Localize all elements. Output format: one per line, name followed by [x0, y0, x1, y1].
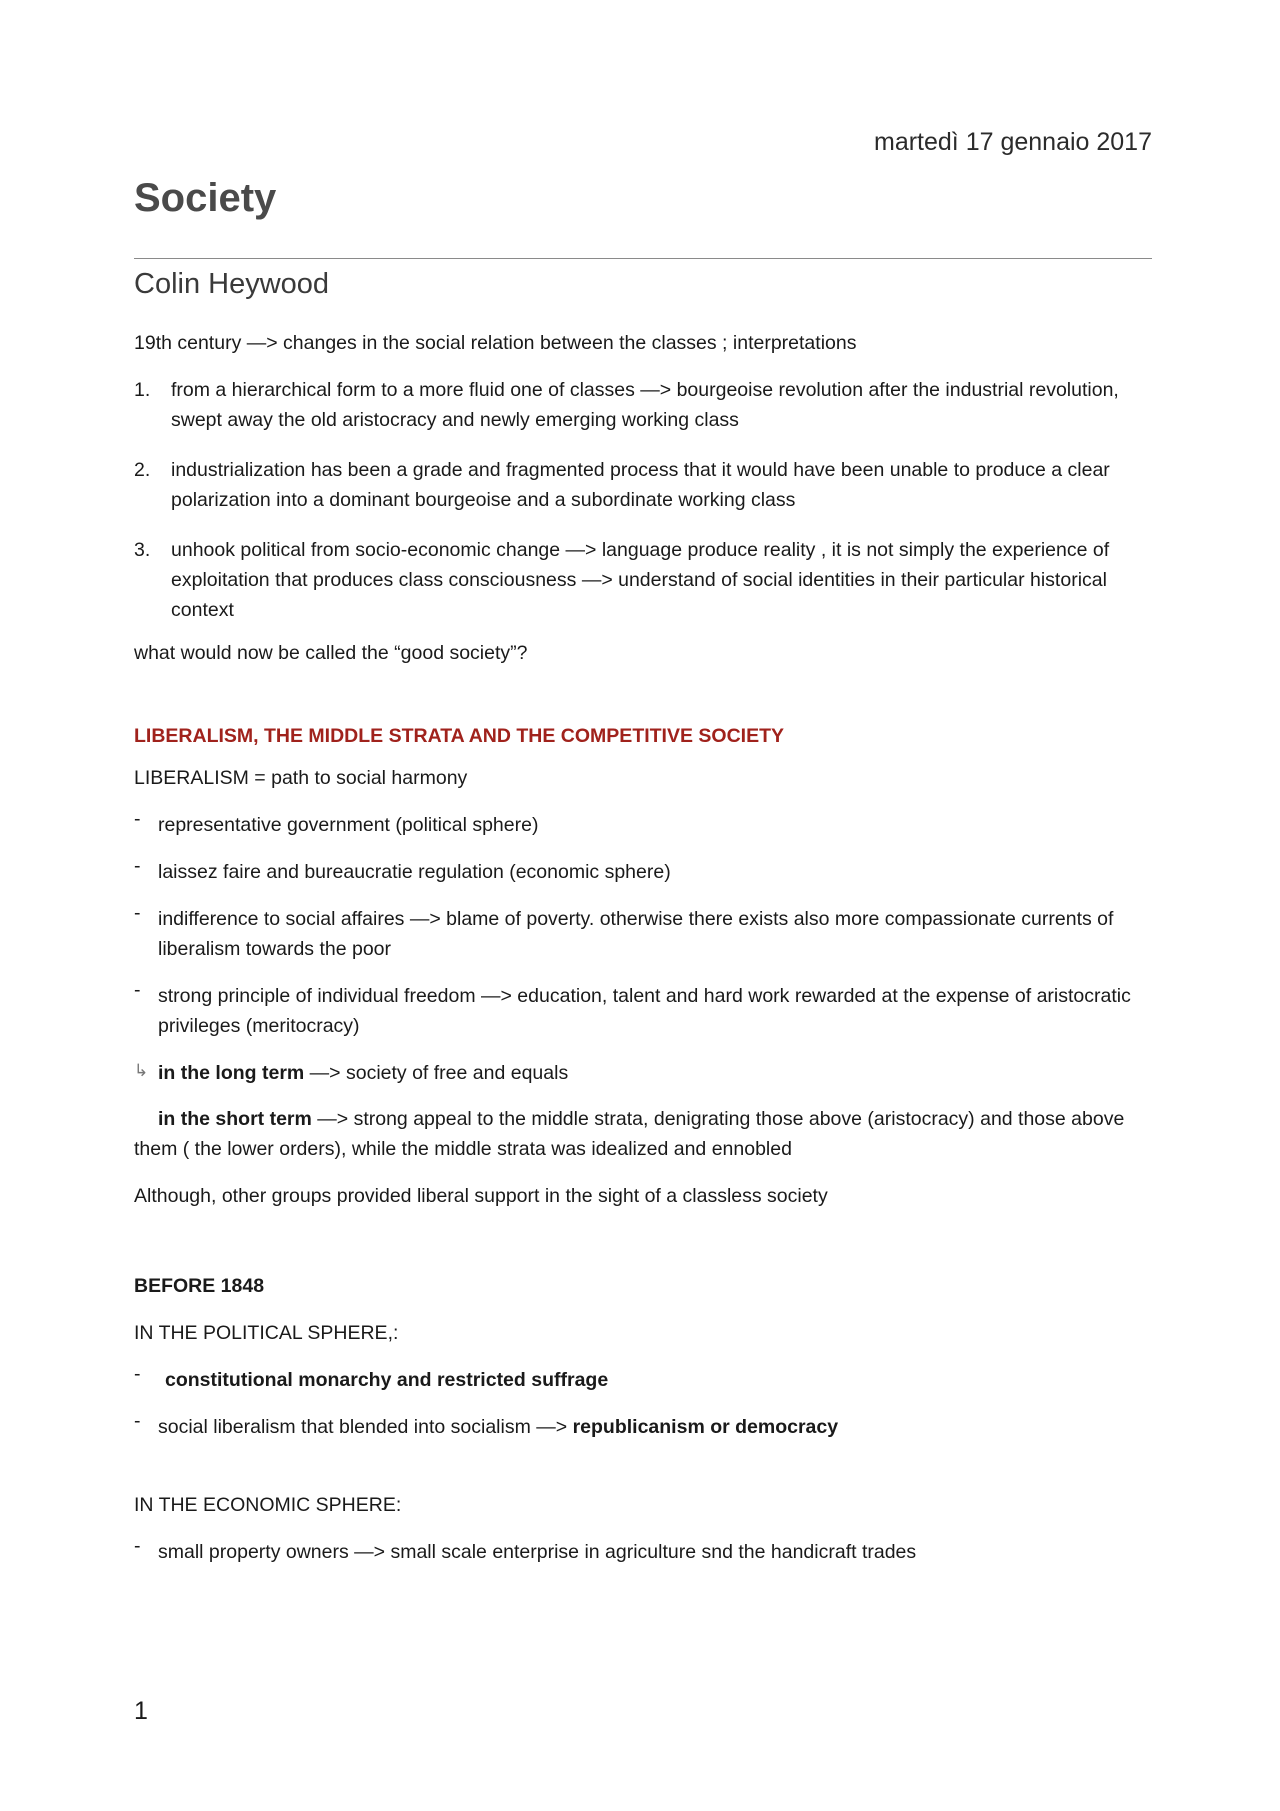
section-heading-before-1848: BEFORE 1848: [134, 1275, 265, 1297]
title-divider: [134, 258, 1152, 259]
list-item-text: laissez faire and bureaucratie regulation (economic sphere): [158, 861, 671, 883]
dash-bullet: -: [134, 1410, 141, 1432]
long-term-text: —> society of free and equals: [304, 1062, 569, 1084]
long-term-line: [134, 1058, 1152, 1088]
list-item: [134, 455, 1152, 515]
list-item: [134, 1365, 1152, 1395]
page-title: Society: [134, 176, 277, 220]
list-item-bold-text: republicanism or democracy: [572, 1416, 839, 1438]
list-item-text: industrialization has been a grade and fragmented process that it would have been unable to produce a clear polarization into a dominant bourgeoise and a subordinate working class: [171, 459, 1110, 511]
list-item: [134, 810, 1152, 840]
good-society-question: what would now be called the “good society”?: [134, 642, 528, 664]
list-item: [134, 535, 1152, 625]
list-item-text: from a hierarchical form to a more fluid one of classes —> bourgeoise revolution after the industrial revolution, swept away the old aristocracy and newly emerging working class: [171, 379, 1119, 431]
list-item-text: constitutional monarchy and restricted suffrage: [165, 1369, 609, 1391]
list-item: [134, 1537, 1152, 1567]
list-item: [134, 1412, 1152, 1442]
long-term-label: in the long term: [158, 1062, 305, 1084]
economic-bullets: [134, 1537, 1152, 1567]
liberalism-definition: LIBERALISM = path to social harmony: [134, 767, 468, 789]
page-number: 1: [134, 1697, 148, 1725]
although-paragraph: Although, other groups provided liberal support in the sight of a classless society: [134, 1185, 828, 1207]
note-date: martedì 17 gennaio 2017: [874, 128, 1152, 156]
dash-bullet: -: [134, 1363, 141, 1385]
dash-bullet: -: [134, 855, 141, 877]
list-number: 3.: [134, 539, 151, 561]
dash-bullet: -: [134, 902, 141, 924]
list-number: 1.: [134, 379, 151, 401]
list-item-text: unhook political from socio-economic change —> language produce reality , it is not simply the experience of exploitation that produces class consciousness —> understand of social identities in their particular historical context: [171, 539, 1110, 621]
political-sphere-label: IN THE POLITICAL SPHERE,:: [134, 1322, 399, 1344]
note-body: [134, 328, 1152, 1584]
short-term-text: —> strong appeal to the middle strata, denigrating those above (aristocracy) and those above them ( the lower orders), while the middle strata was idealized and ennobled: [134, 1108, 1125, 1160]
interpretations-list: [134, 375, 1152, 625]
dash-bullet: -: [134, 1535, 141, 1557]
list-item-text: indifference to social affaires —> blame of poverty. otherwise there exists also more compassionate currents of liberalism towards the poor: [158, 908, 1114, 960]
dash-bullet: -: [134, 808, 141, 830]
dash-bullet: -: [134, 979, 141, 1001]
short-term-paragraph: [134, 1104, 1152, 1164]
list-item: [134, 981, 1152, 1041]
list-item-text: representative government (political sphere): [158, 814, 539, 836]
section-heading-liberalism: LIBERALISM, THE MIDDLE STRATA AND THE COMPETITIVE SOCIETY: [134, 725, 785, 747]
economic-sphere-label: IN THE ECONOMIC SPHERE:: [134, 1494, 402, 1516]
list-item: [134, 857, 1152, 887]
list-item: [134, 904, 1152, 964]
author-heading: Colin Heywood: [134, 268, 330, 300]
short-term-label: in the short term: [158, 1108, 312, 1130]
list-item-text: social liberalism that blended into socialism —>: [158, 1416, 573, 1438]
political-bullets: [134, 1365, 1152, 1442]
intro-paragraph: 19th century —> changes in the social relation between the classes ; interpretations: [134, 332, 857, 354]
liberalism-bullets: [134, 810, 1152, 1041]
return-arrow-icon: ↳: [134, 1061, 149, 1080]
list-item-text: small property owners —> small scale enterprise in agriculture snd the handicraft trades: [158, 1541, 917, 1563]
list-number: 2.: [134, 459, 151, 481]
list-item: [134, 375, 1152, 435]
list-item-text: strong principle of individual freedom —> education, talent and hard work rewarded at the expense of aristocratic privileges (meritocracy): [158, 985, 1131, 1037]
